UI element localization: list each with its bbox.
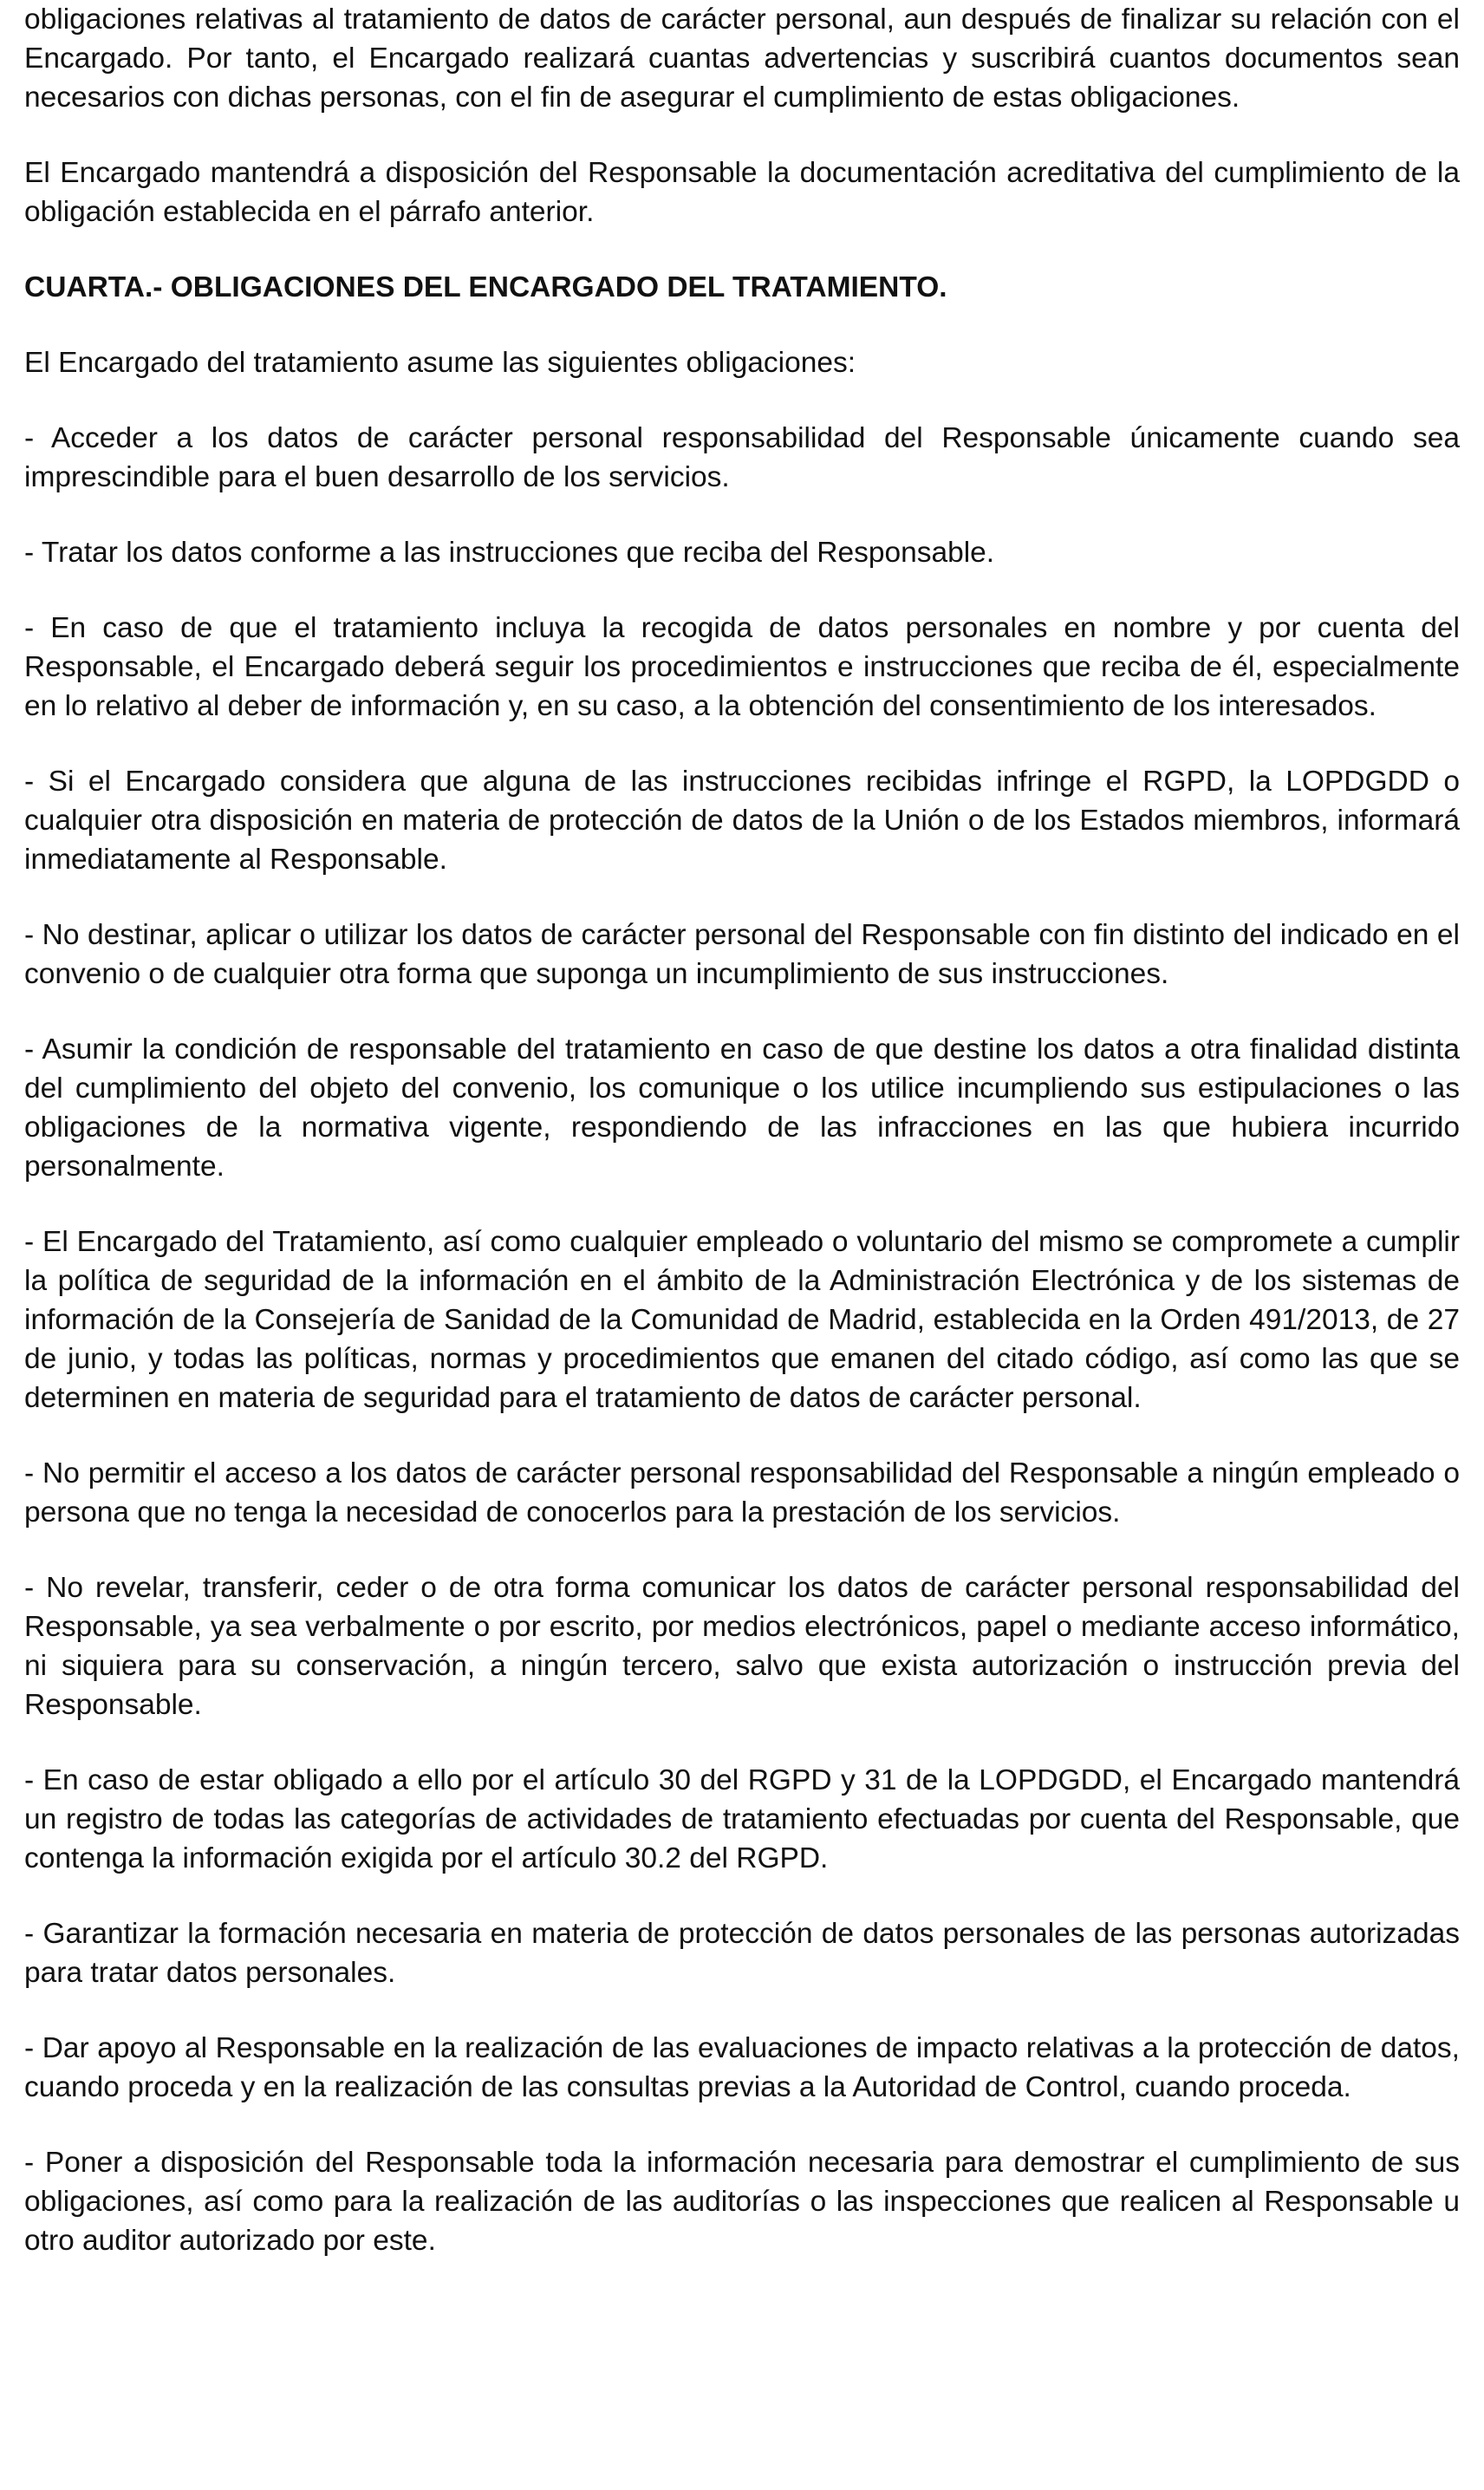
list-item-training: - Garantizar la formación necesaria en materia de protección de datos personales de las personas autorizadas para tratar datos personales. [24, 1918, 1460, 1989]
paragraph-spacer [24, 497, 1460, 533]
list-item-access-data: - Acceder a los datos de carácter personal responsabilidad del Responsable únicamente cuando sea imprescindible para el buen desarrollo de los servicios. [24, 422, 1460, 493]
paragraph-spacer [24, 2107, 1460, 2143]
list-item-data-collection: - En caso de que el tratamiento incluya la recogida de datos personales en nombre y por cuenta del Responsable, el Encargado deberá seguir los procedimientos e instrucciones que reciba de él, especialmente en lo relativo al deber de información y, en su caso, a la obtención del consentimiento de los interesados. [24, 612, 1460, 722]
list-item-no-disclosure: - No revelar, transferir, ceder o de otra forma comunicar los datos de carácter personal responsabilidad del Responsable, ya sea verbalmente o por escrito, por medios electrónicos, papel o mediante acceso informático, ni siquiera para su conservación, a ningún tercero, salvo que exista autorización o instrucción previa del Responsable. [24, 1572, 1460, 1721]
section-heading-cuarta: CUARTA.- OBLIGACIONES DEL ENCARGADO DEL TRATAMIENTO. [24, 271, 947, 303]
paragraph-spacer [24, 1186, 1460, 1222]
paragraph-obligations-intro: El Encargado del tratamiento asume las siguientes obligaciones: [24, 347, 856, 379]
list-item-no-other-purpose: - No destinar, aplicar o utilizar los datos de carácter personal del Responsable con fin distinto del indicado en el convenio o de cualquier otra forma que suponga un incumplimiento de sus instrucciones. [24, 919, 1460, 990]
list-item-restrict-access: - No permitir el acceso a los datos de carácter personal responsabilidad del Responsable a ningún empleado o persona que no tenga la necesidad de conocerlos para la prestación de los servicios. [24, 1457, 1460, 1529]
paragraph-confidentiality-continued: obligaciones relativas al tratamiento de datos de carácter personal, aun después de finalizar su relación con el Encargado. Por tanto, el Encargado realizará cuantas advertencias y suscribirá cuantos documentos sean necesarios con dichas personas, con el fin de asegurar el cumplimiento de estas obligaciones. [24, 3, 1460, 114]
list-item-assume-responsibility: - Asumir la condición de responsable del tratamiento en caso de que destine los datos a otra finalidad distinta del cumplimiento del objeto del convenio, los comunique o los utilice incumpliendo sus estipulaciones o las obligaciones de la normativa vigente, respondiendo de las infracciones en las que hubiera incurrido personalmente. [24, 1033, 1460, 1183]
list-item-activity-register: - En caso de estar obligado a ello por el artículo 30 del RGPD y 31 de la LOPDGDD, el Encargado mantendrá un registro de todas las categorías de actividades de tratamiento efectuadas por cuenta del Responsable, que contenga la información exigida por el artículo 30.2 del RGPD. [24, 1764, 1460, 1874]
paragraph-spacer [24, 1532, 1460, 1568]
list-item-infringing-instructions: - Si el Encargado considera que alguna de las instrucciones recibidas infringe el RGPD, la LOPDGDD o cualquier otra disposición en materia de protección de datos de la Unión o de los Estados miembros, informará inmediatamente al Responsable. [24, 766, 1460, 876]
paragraph-spacer [24, 879, 1460, 916]
list-item-security-policy: - El Encargado del Tratamiento, así como cualquier empleado o voluntario del mismo se compromete a cumplir la política de seguridad de la información en el ámbito de la Administración Electrónica y de los sistemas de información de la Consejería de Sanidad de la Comunidad de Madrid, establecida en la Orden 491/2013, de 27 de junio, y todas las políticas, normas y procedimientos que emanen del citado código, así como las que se determinen en materia de seguridad para el tratamiento de datos de carácter personal. [24, 1226, 1460, 1414]
paragraph-spacer [24, 1992, 1460, 2029]
paragraph-spacer [24, 1418, 1460, 1454]
list-item-provide-information: - Poner a disposición del Responsable toda la información necesaria para demostrar el cumplimiento de sus obligaciones, así como para la realización de las auditorías o las inspecciones que realicen al Responsable u otro auditor autorizado por este. [24, 2147, 1460, 2257]
paragraph-spacer [24, 572, 1460, 609]
list-item-impact-assessments: - Dar apoyo al Responsable en la realización de las evaluaciones de impacto relativas a la protección de datos, cuando proceda y en la realización de las consultas previas a la Autoridad de Control, cuando proceda. [24, 2032, 1460, 2103]
paragraph-spacer [24, 117, 1460, 153]
document-page [24, 0, 1460, 2260]
list-item-treat-per-instructions: - Tratar los datos conforme a las instrucciones que reciba del Responsable. [24, 537, 995, 569]
paragraph-spacer [24, 382, 1460, 419]
paragraph-spacer [24, 231, 1460, 268]
paragraph-spacer [24, 994, 1460, 1030]
paragraph-spacer [24, 1724, 1460, 1761]
paragraph-documentation-availability: El Encargado mantendrá a disposición del Responsable la documentación acreditativa del cumplimiento de la obligación establecida en el párrafo anterior. [24, 157, 1460, 228]
paragraph-spacer [24, 307, 1460, 343]
paragraph-spacer [24, 726, 1460, 762]
paragraph-spacer [24, 1878, 1460, 1914]
